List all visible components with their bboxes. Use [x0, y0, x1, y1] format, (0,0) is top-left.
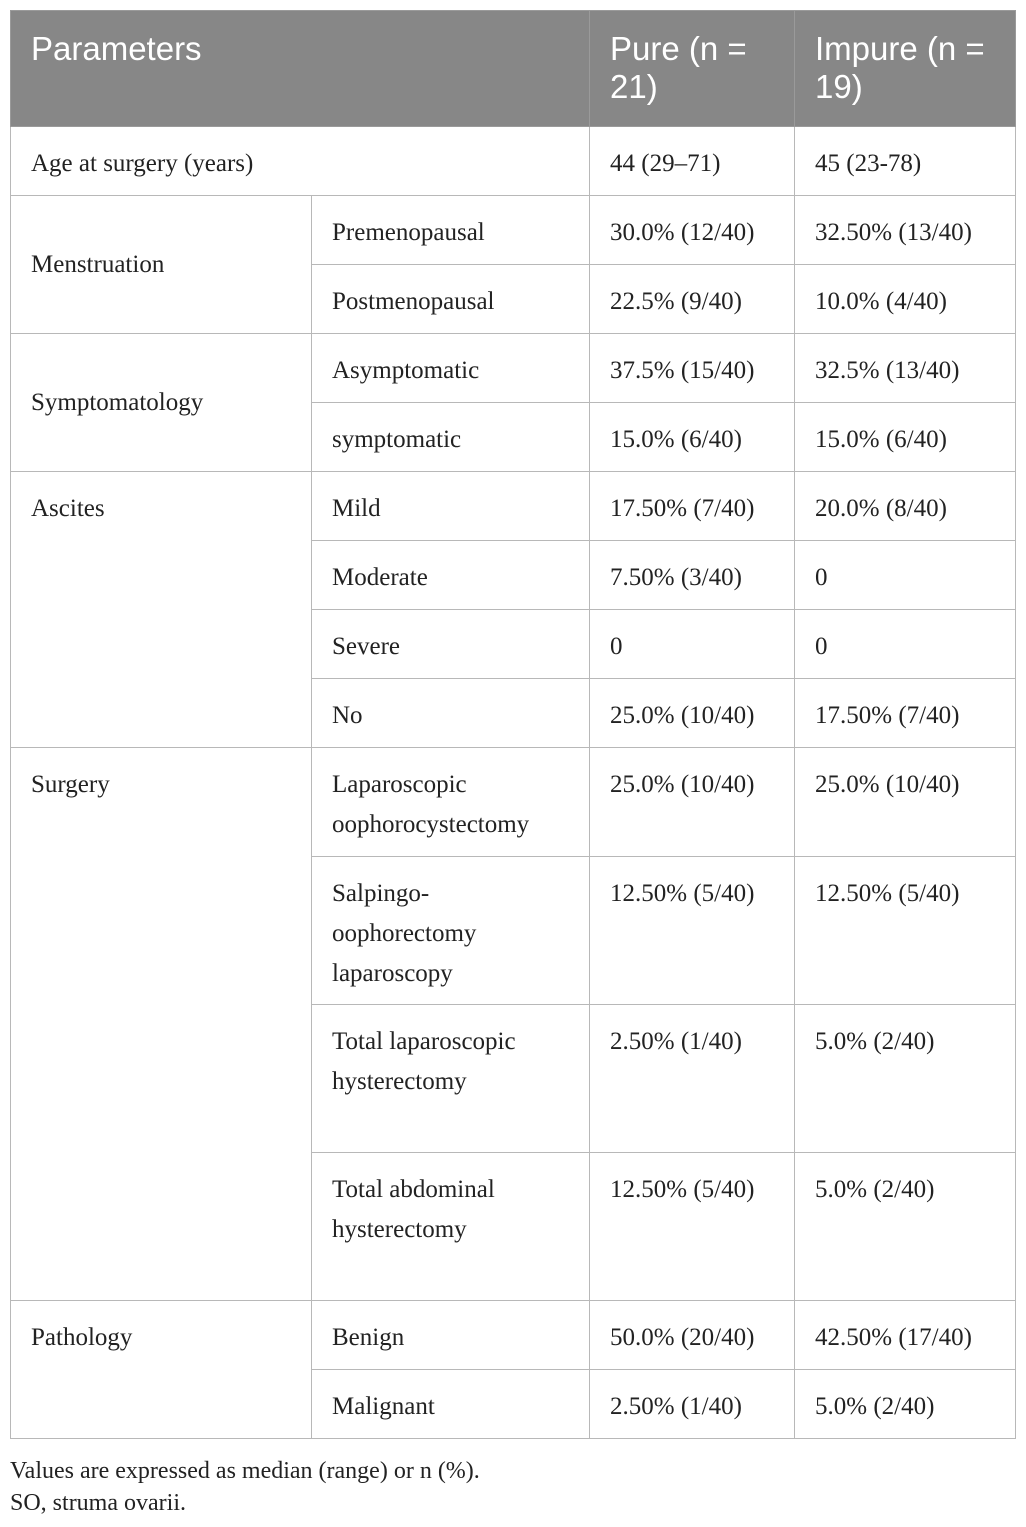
- cell-impure: 42.50% (17/40): [795, 1301, 1016, 1370]
- cell-impure: 25.0% (10/40): [795, 748, 1016, 857]
- table-row: [11, 196, 1016, 265]
- row-sublabel: Asymptomatic: [312, 334, 590, 403]
- cell-pure: 17.50% (7/40): [590, 472, 795, 541]
- row-sublabel: Severe: [312, 610, 590, 679]
- cell-impure: 0: [795, 610, 1016, 679]
- row-sublabel: Moderate: [312, 541, 590, 610]
- cell-pure: 37.5% (15/40): [590, 334, 795, 403]
- header-impure: Impure (n = 19): [795, 11, 1016, 127]
- header-parameters: Parameters: [11, 11, 590, 127]
- category-menstruation: Menstruation: [11, 196, 312, 334]
- row-sublabel: Total laparoscopic hysterectomy: [312, 1005, 590, 1153]
- cell-impure: 5.0% (2/40): [795, 1370, 1016, 1439]
- row-sublabel: No: [312, 679, 590, 748]
- cell-pure: 30.0% (12/40): [590, 196, 795, 265]
- row-sublabel: symptomatic: [312, 403, 590, 472]
- row-label: Age at surgery (years): [11, 127, 590, 196]
- header-pure: Pure (n = 21): [590, 11, 795, 127]
- cell-pure: 2.50% (1/40): [590, 1370, 795, 1439]
- cell-impure: 17.50% (7/40): [795, 679, 1016, 748]
- cell-impure: 32.5% (13/40): [795, 334, 1016, 403]
- category-ascites: Ascites: [11, 472, 312, 748]
- header-row: [11, 11, 1016, 127]
- cell-impure: 32.50% (13/40): [795, 196, 1016, 265]
- row-sublabel: Laparoscopic oophorocystectomy: [312, 748, 590, 857]
- cell-impure: 12.50% (5/40): [795, 857, 1016, 1005]
- footnote: Values are expressed as median (range) or n (%).: [10, 1458, 480, 1484]
- cell-pure: 44 (29–71): [590, 127, 795, 196]
- cell-pure: 7.50% (3/40): [590, 541, 795, 610]
- category-pathology: Pathology: [11, 1301, 312, 1439]
- cell-pure: 12.50% (5/40): [590, 857, 795, 1005]
- cell-pure: 22.5% (9/40): [590, 265, 795, 334]
- row-sublabel: Premenopausal: [312, 196, 590, 265]
- table-row: [11, 127, 1016, 196]
- table-row: [11, 334, 1016, 403]
- cell-pure: 2.50% (1/40): [590, 1005, 795, 1153]
- row-sublabel: Mild: [312, 472, 590, 541]
- category-surgery: Surgery: [11, 748, 312, 1301]
- table-row: [11, 472, 1016, 541]
- cell-impure: 20.0% (8/40): [795, 472, 1016, 541]
- cell-pure: 25.0% (10/40): [590, 679, 795, 748]
- cell-pure: 0: [590, 610, 795, 679]
- cell-pure: 12.50% (5/40): [590, 1153, 795, 1301]
- cell-impure: 45 (23-78): [795, 127, 1016, 196]
- cell-pure: 25.0% (10/40): [590, 748, 795, 857]
- cell-impure: 10.0% (4/40): [795, 265, 1016, 334]
- category-symptomatology: Symptomatology: [11, 334, 312, 472]
- footnote-abbreviation: SO, struma ovarii.: [10, 1490, 186, 1516]
- cell-impure: 15.0% (6/40): [795, 403, 1016, 472]
- row-sublabel: Salpingo-oophorectomy laparoscopy: [312, 857, 590, 1005]
- cell-pure: 15.0% (6/40): [590, 403, 795, 472]
- cell-impure: 5.0% (2/40): [795, 1153, 1016, 1301]
- row-sublabel: Benign: [312, 1301, 590, 1370]
- cell-pure: 50.0% (20/40): [590, 1301, 795, 1370]
- row-sublabel: Malignant: [312, 1370, 590, 1439]
- data-table: [10, 10, 1016, 1439]
- table-row: [11, 748, 1016, 857]
- row-sublabel: Postmenopausal: [312, 265, 590, 334]
- row-sublabel: Total abdominal hysterectomy: [312, 1153, 590, 1301]
- table-row: [11, 1301, 1016, 1370]
- cell-impure: 5.0% (2/40): [795, 1005, 1016, 1153]
- cell-impure: 0: [795, 541, 1016, 610]
